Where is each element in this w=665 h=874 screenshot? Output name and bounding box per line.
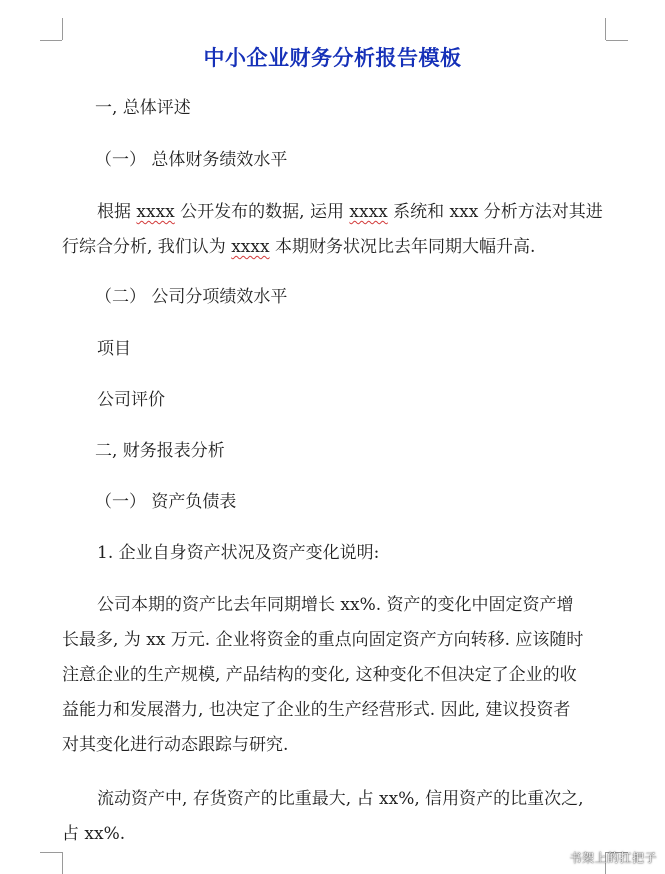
paragraph-line: 长最多, 为 xx 万元. 企业将资金的重点向固定资产方向转移. 应该随时	[62, 630, 584, 650]
text-project: 项目	[97, 339, 131, 359]
spellcheck-word[interactable]: xxxx	[231, 237, 270, 257]
text-company-evaluation: 公司评价	[97, 390, 165, 410]
paragraph-line: 占 xx%.	[62, 824, 126, 844]
heading-balance-sheet: （一） 资产负债表	[95, 492, 237, 512]
paragraph-line: 公司本期的资产比去年同期增长 xx%. 资产的变化中固定资产增	[97, 595, 574, 615]
spellcheck-word[interactable]: xxxx	[349, 202, 388, 222]
paragraph-line: 对其变化进行动态跟踪与研究.	[62, 735, 289, 755]
paragraph-line: 根据 xxxx 公开发布的数据, 运用 xxxx 系统和 xxx 分析方法对其进	[97, 202, 603, 222]
paragraph-line: 注意企业的生产规模, 产品结构的变化, 这种变化不但决定了企业的收	[62, 665, 577, 685]
document-title: 中小企业财务分析报告模板	[203, 45, 462, 70]
corner-mark-bottom-left	[62, 852, 63, 874]
corner-mark-top-right	[606, 40, 628, 41]
heading-overall-review: 一, 总体评述	[95, 98, 191, 118]
paragraph-line: 流动资产中, 存货资产的比重最大, 占 xx%, 信用资产的比重次之,	[97, 789, 584, 809]
heading-item-performance: （二） 公司分项绩效水平	[95, 287, 288, 307]
paragraph-line: 益能力和发展潜力, 也决定了企业的生产经营形式. 因此, 建议投资者	[62, 700, 571, 720]
corner-mark-bottom-left	[40, 852, 62, 853]
heading-overall-performance: （一） 总体财务绩效水平	[95, 150, 288, 170]
corner-mark-top-right	[605, 18, 606, 40]
paragraph-line: 行综合分析, 我们认为 xxxx 本期财务状况比去年同期大幅升高.	[62, 237, 536, 257]
corner-mark-top-left	[62, 18, 63, 40]
spellcheck-word[interactable]: xxxx	[136, 202, 175, 222]
heading-financial-statement-analysis: 二, 财务报表分析	[95, 441, 225, 461]
corner-mark-top-left	[40, 40, 62, 41]
watermark: 书架上的扛把子	[569, 851, 657, 865]
subheading-asset-status: 1. 企业自身资产状况及资产变化说明:	[97, 543, 380, 563]
